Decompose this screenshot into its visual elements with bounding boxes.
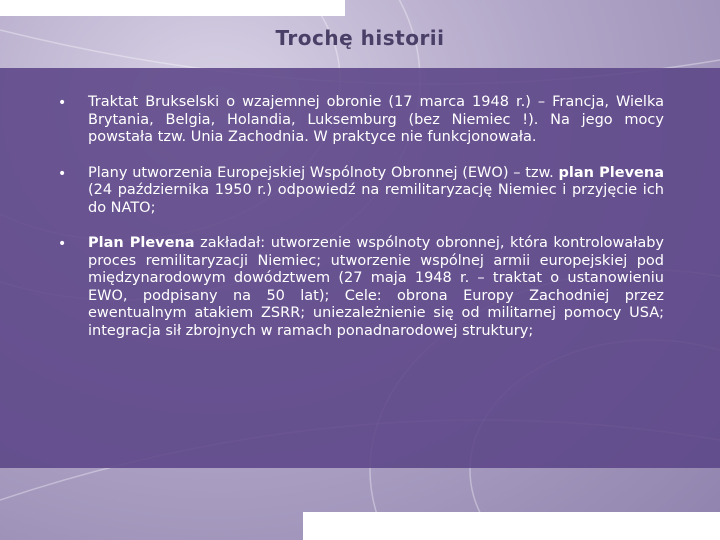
bullet-text-2-part2: (24 października 1950 r.) odpowiedź na remilitaryzację Niemiec i przyjęcie ich do NATO; [88,182,664,216]
bullet-text-3 [88,235,664,340]
bullet-text-2-part1: Plany utworzenia Europejskiej Wspólnoty Obronnej (EWO) – tzw. [88,164,559,181]
bullet-item-3 [58,235,664,340]
bullet-text-2 [88,165,664,218]
bullet-text-2-bold: plan Plevena [558,164,664,181]
top-white-strip [0,0,345,16]
bullet-list [58,94,664,358]
bullet-text-3-bold: Plan Plevena [88,235,195,251]
bullet-item-1 [58,94,664,147]
bullet-text-3-part2: zakładał: utworzenie wspólnoty obronnej, która kontrolowałaby proces remilitaryzacji Niemiec; utworzenie wspólnej armii europejskiej pod międzynarodowym dowództwem (27 maja 1948 r. – traktat o ustanowieniu EWO, podpisany na 50 lat); Cele: obrona Europy Zachodniej przez ewentualnym atakiem ZSRR; uniezależnienie się od militarnej pomocy USA; integracja sił zbrojnych w ramach ponadnarodowej struktury; [88,235,664,339]
bullet-icon: • [58,165,67,182]
bullet-text-1: Traktat Brukselski o wzajemnej obronie (17 marca 1948 r.) – Francja, Wielka Brytania, Belgia, Holandia, Luksemburg (bez Niemiec !). Na jego mocy powstała tzw. Unia Zachodnia. W praktyce nie funkcjonowała. [88,94,664,145]
bullet-item-2 [58,165,664,218]
bullet-icon: • [58,95,67,111]
bottom-white-strip [303,512,720,540]
bullet-icon: • [58,236,67,252]
slide-title: Trochę historii [275,26,445,50]
